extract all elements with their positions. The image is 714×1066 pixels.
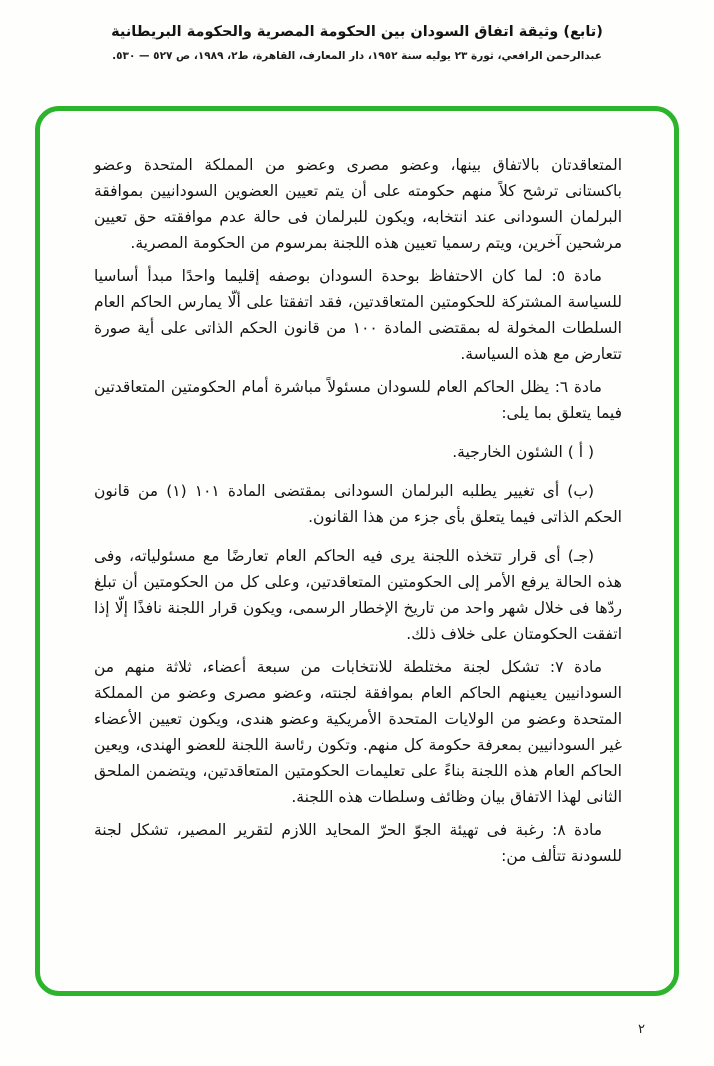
page-header (0, 24, 714, 62)
page-number: ٢ (638, 1022, 645, 1037)
paragraph-article-8: مادة ٨: رغبة فى تهيئة الجوّ الحرّ المحايد اللازم لتقرير المصير، تشكل لجنة للسودنة تتألف من: (94, 821, 622, 865)
document-body (94, 152, 622, 869)
list-item-alef: ( أ ) الشئون الخارجية. (452, 443, 594, 461)
document-title: (تابع) وثيقة اتفاق السودان بين الحكومة المصرية والحكومة البريطانية (111, 24, 603, 40)
paragraph-article-7: مادة ٧: تشكل لجنة مختلطة للانتخابات من سبعة أعضاء، ثلاثة منهم من السودانيين يعينهم الحاكم العام بموافقة لجنته، وعضو مصرى وعضو من المملكة المتحدة وعضو من الولايات المتحدة الأمريكية وعضو هندى، ويكون تعيين الأعضاء غير السودانيين بمعرفة حكومة كل منهم. وتكون رئاسة اللجنة للعضو الهندى، ويعين الحاكم العام هذه اللجنة بناءً على تعليمات الحكومتين المتعاقدتين، ويتضمن الملحق الثانى لهذا الاتفاق بيان وظائف وسلطات هذه اللجنة. (94, 658, 622, 806)
document-citation: عبدالرحمن الرافعي، ثورة ٢٣ يوليه سنة ١٩٥٢، دار المعارف، القاهرة، ط٢، ١٩٨٩، ص ٥٢٧ — ٥٣٠. (112, 50, 602, 62)
paragraph-article-5: مادة ٥: لما كان الاحتفاظ بوحدة السودان بوصفه إقليما واحدًا مبدأ أساسيا للسياسة المشتركة للحكومتين المتعاقدتين، فقد اتفقتا على ألّا يمارس الحاكم العام السلطات المخولة له بمقتضى المادة ١٠٠ من قانون الحكم الذاتى على أية صورة تتعارض مع هذه السياسة. (94, 267, 622, 363)
list-item-ba: (ب) أى تغيير يطلبه البرلمان السودانى بمقتضى المادة ١٠١ (١) من قانون الحكم الذاتى فيما يتعلق بأى جزء من هذا القانون. (94, 482, 622, 526)
paragraph-continuation: المتعاقدتان بالاتفاق بينها، وعضو مصرى وعضو من المملكة المتحدة وعضو باكستانى ترشح كلاً منهم حكومته على أن يتم تعيين العضوين السودانيين بموافقة البرلمان السودانى عند انتخابه، ويكون للبرلمان فى حالة عدم موافقته حق تعيين مرشحين آخرين، ويتم رسميا تعيين هذه اللجنة بمرسوم من الحكومة المصرية. (94, 156, 622, 252)
paragraph-article-6: مادة ٦: يظل الحاكم العام للسودان مسئولاً مباشرة أمام الحكومتين المتعاقدتين فيما يتعلق بما يلى: (94, 378, 622, 422)
list-item-jeem: (جـ) أى قرار تتخذه اللجنة يرى فيه الحاكم العام تعارضًا مع مسئولياته، وفى هذه الحالة يرفع الأمر إلى الحكومتين المتعاقدتين، وعلى كل من الحكومتين أن تبلغ ردّها فى خلال شهر واحد من تاريخ الإخطار الرسمى، ويكون قرار اللجنة نافذًا إلّا إذا اتفقت الحكومتان على خلاف ذلك. (94, 547, 622, 643)
